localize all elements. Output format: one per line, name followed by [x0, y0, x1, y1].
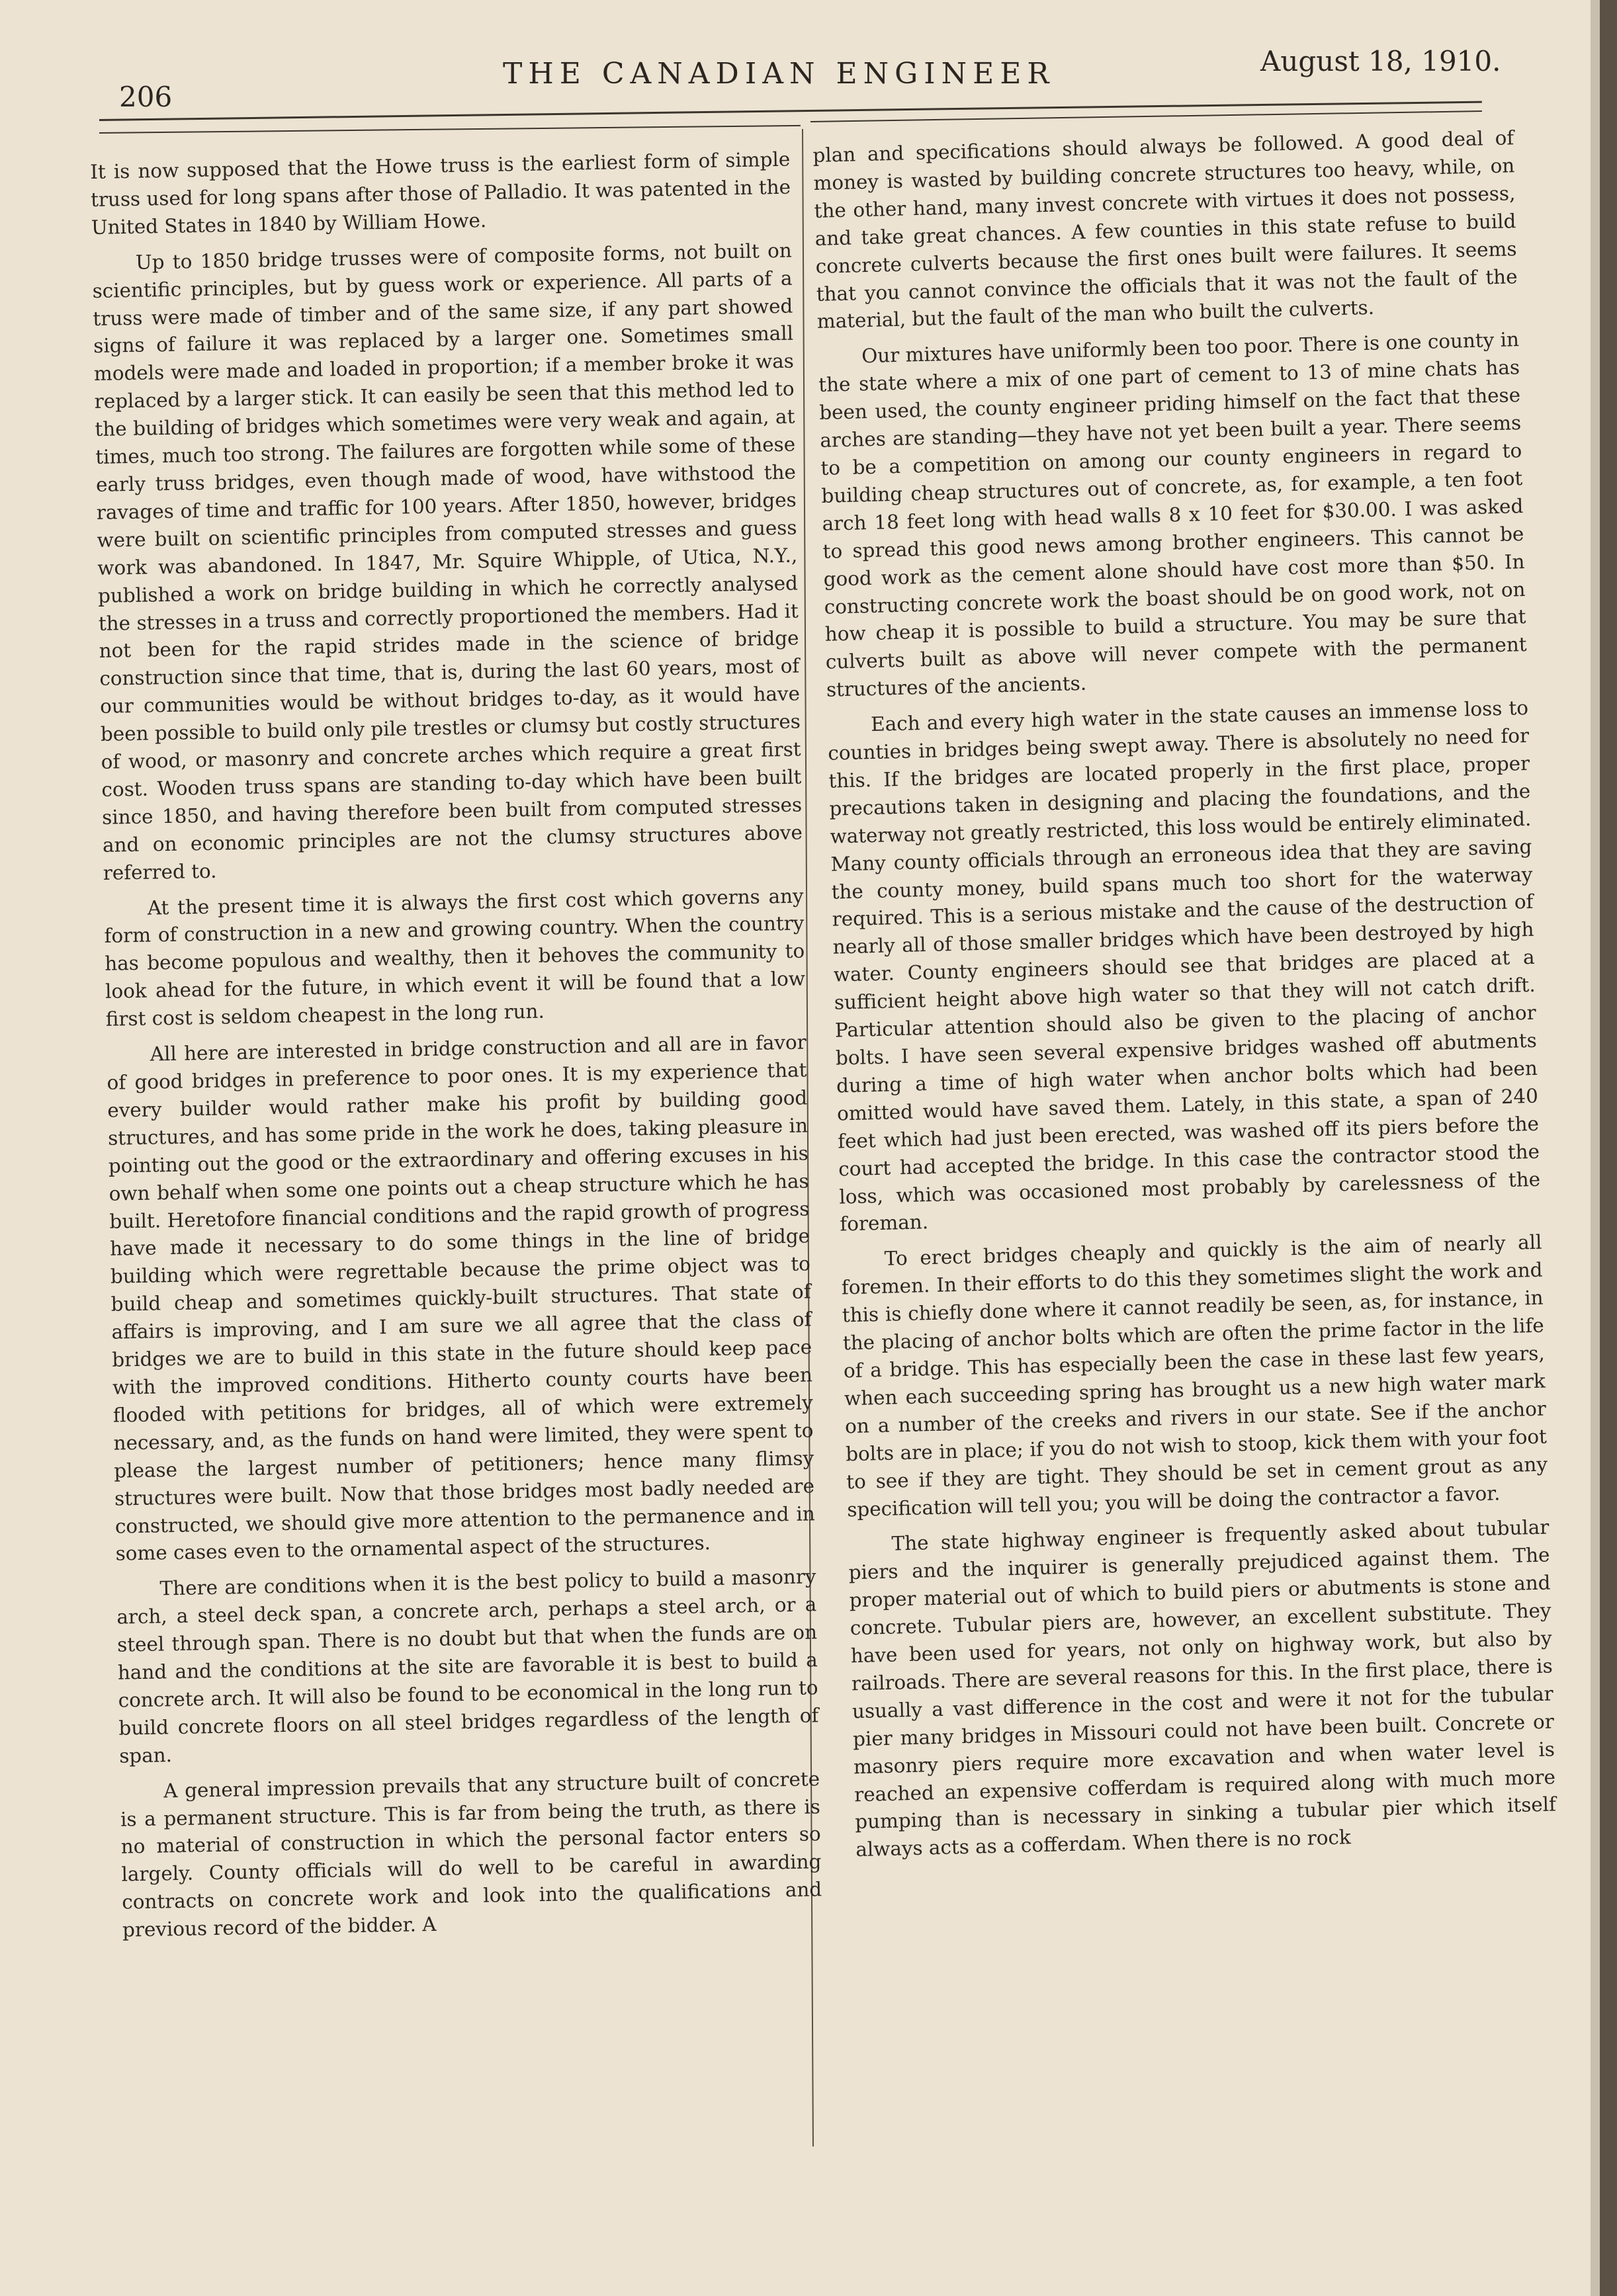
right-column [812, 124, 1557, 1864]
paragraph: To erect bridges cheaply and quickly is the aim of nearly all foremen. In their efforts to do this they sometimes slight the work and this is chiefly done where it cannot readily be seen, as, for instance, in the placing of anchor bolts which are often the prime factor in the life of a bridge. This has especially been the case in these last few years, when each succeeding spring has brought us a new high water mark on a number of the creeks and rivers in our state. See if the anchor bolts are in place; if you do not wish to stoop, kick them with your foot to see if they are tight. They should be set in cement grout as any specification will tell you; you will be doing the contractor a favor. [841, 1230, 1548, 1521]
paragraph: Our mixtures have uniformly been too poor. There is one county in the state where a mix of one part of cement to 13 of mine chats has been used, the county engineer priding himself on the fact that these arches are standing—they have not yet been built a year. There seems to be a competition on among our county engineers in regard to building cheap structures out of concrete, as, for example, a ten foot arch 18 feet long with head walls 8 x 10 feet for $30.00. I was asked to spread this good news among brother engineers. This cannot be good work as the cement alone should have cost more than $50. In constructing concrete work the boast should be on good work, not on how cheap it is possible to build a structure. You may be sure that culverts built as above will never compete with the permanent structures of the ancients. [818, 328, 1527, 701]
left-column [90, 146, 822, 1945]
header-rule [99, 101, 1482, 121]
binding-edge [1600, 0, 1617, 2296]
paragraph: The state highway engineer is frequently asked about tubular piers and the inquirer is generally prejudiced against them. The proper material out of which to build piers or abutments is stone and concrete. Tubular piers are, however, an excellent substitute. They have been used for years, not only on highway work, but also by railroads. There are several reasons for this. In the first place, there is usually a vast difference in the cost and were it not for the tubular pier many bridges in Missouri could not have been built. Concrete or masonry piers require more excavation and when water level is reached an expensive cofferdam is required along with much more pumping than is necessary in sinking a tubular pier which itself always acts as a cofferdam. When there is no rock [848, 1515, 1557, 1861]
header-rule-double [99, 125, 801, 134]
issue-date: August 18, 1910. [1260, 45, 1501, 77]
journal-title: THE CANADIAN ENGINEER [503, 57, 1055, 91]
paragraph: Up to 1850 bridge trusses were of composite forms, not built on scientific principles, but by guess work or experience. All parts of a truss were made of timber and of the same size, if any part showed signs of failure it was replaced by a larger one. Sometimes small models were made and loaded in proportion; if a member broke it was replaced by a larger stick. It can easily be seen that this method led to the building of bridges which sometimes were very weak and again, at times, much too strong. The failures are forgotten while some of these early truss bridges, even though made of wood, have withstood the ravages of time and traffic for 100 years. After 1850, however, bridges were built on scientific principles from computed stresses and guess work was abandoned. In 1847, Mr. Squire Whipple, of Utica, N.Y., published a work on bridge building in which he correctly analysed the stresses in a truss and correctly proportioned the members. Had it not been for the rapid strides made in the science of bridge construction since that time, that is, during the last 60 years, most of our communities would be without bridges to-day, as it would have been possible to build only pile trestles or clumsy but costly structures of wood, or masonry and concrete arches which require a great first cost. Wooden truss spans are standing to-day which have been built since 1850, and having therefore been built from computed stresses and on economic principles are not the clumsy structures above referred to. [92, 239, 803, 884]
paragraph: A general impression prevails that any structure built of concrete is a permanent structure. This is far from being the truth, as there is no material of construction in which the personal factor enters so largely. County officials will do well to be careful in awarding contracts on concrete work and look into the qualifications and previous record of the bidder. A [120, 1767, 822, 1941]
paragraph: At the present time it is always the first cost which governs any form of construction in a new and growing country. When the country has become populous and wealthy, then it behoves the community to look ahead for the future, in which event it will be found that a low first cost is seldom cheapest in the long run. [104, 884, 806, 1031]
paragraph: Each and every high water in the state causes an immense loss to counties in bridges being swept away. There is absolutely no need for this. If the bridges are located properly in the first place, proper precautions taken in designing and placing the foundations, and the waterway not greatly restricted, this loss would be entirely eliminated. Many county officials through an erroneous idea that they are saving the county money, build spans much too short for the waterway required. This is a serious mistake and the cause of the destruction of nearly all of those smaller bridges which have been destroyed by high water. County engineers should see that bridges are placed at a sufficient height above high water so that they will not catch drift. Particular attention should also be given to the placing of anchor bolts. I have seen several expensive bridges washed off abutments during a time of high water when anchor bolts which had been omitted would have saved them. Lately, in this state, a span of 240 feet which had just been erected, was washed off its piers before the court had accepted the bridge. In this case the contractor stood the loss, which was occasioned most probably by carelessness of the foreman. [827, 697, 1541, 1236]
paragraph: All here are interested in bridge construction and all are in favor of good bridges in preference to poor ones. It is my experience that every builder would rather make his profit by building good structures, and has some pride in the work he does, taking pleasure in pointing out the good or the extraordinary and offering excuses in his own behalf when some one points out a cheap structure which he has built. Heretofore financial conditions and the rapid growth of progress have made it necessary to do some things in the line of bridge building which were regrettable because the prime object was to build cheap and sometimes quickly-built structures. That state of affairs is improving, and I am sure we all agree that the class of bridges we are to build in this state in the future should keep pace with the improved conditions. Hitherto county courts have been flooded with petitions for bridges, all of which were extremely necessary, and, as the funds on hand were limited, they were spent to please the largest number of petitioners; hence many flimsy structures were built. Now that those bridges most badly needed are constructed, we should give more attention to the permanence and in some cases even to the ornamental aspect of the structures. [107, 1031, 816, 1566]
page-edge-shadow [1591, 0, 1600, 2296]
header-rule-double-right [810, 110, 1482, 122]
page-number: 206 [119, 81, 173, 113]
paragraph: plan and specifications should always be followed. A good deal of money is wasted by building concrete structures too heavy, while, on the other hand, many invest concrete with virtues it does not possess, and take great chances. A few counties in this state refuse to build concrete culverts because the first ones built were failures. It seems that you cannot convince the officials that it was not the fault of the material, but the fault of the man who built the culverts. [812, 126, 1518, 333]
paragraph: It is now supposed that the Howe truss is the earliest form of simple truss used for long spans after those of Palladio. It was patented in the United States in 1840 by William Howe. [90, 148, 791, 239]
paragraph: There are conditions when it is the best policy to build a masonry arch, a steel deck span, a concrete arch, perhaps a steel arch, or a steel through span. There is no doubt but that when the funds are on hand and the conditions at the site are favorable it is best to build a concrete arch. It will also be found to be economical in the long run to build concrete floors on all steel bridges regardless of the length of span. [116, 1565, 819, 1767]
